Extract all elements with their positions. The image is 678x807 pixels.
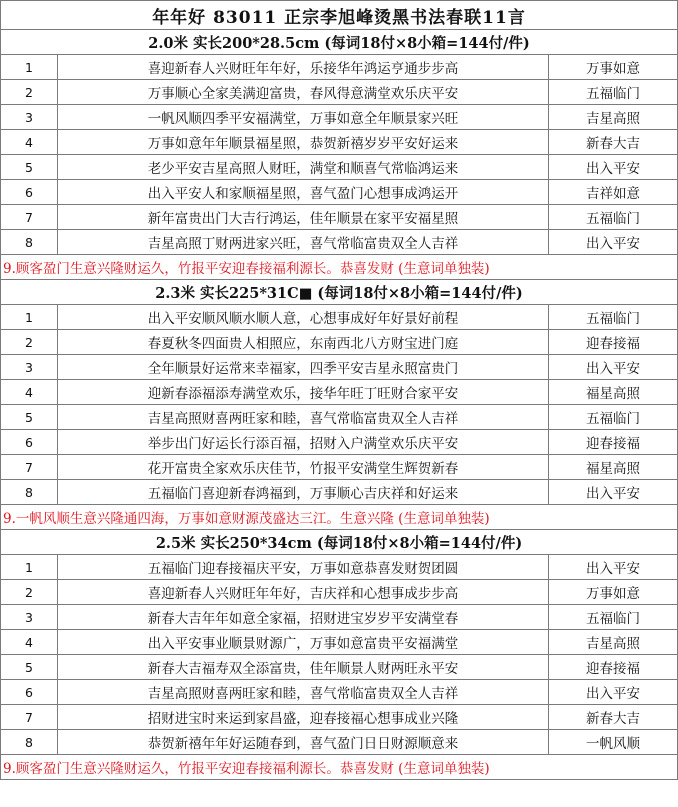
couplet-verse: 举步出门好运长行添百福，招财入户满堂欢乐庆平安	[58, 430, 549, 455]
couplet-verse: 吉星高照丁财两进家兴旺，喜气常临富贵双全人吉祥	[58, 230, 549, 255]
couplet-verse: 喜迎新春人兴财旺年年好，乐接华年鸿运亨通步步高	[58, 55, 549, 80]
row-number: 6	[1, 180, 58, 205]
row-number: 5	[1, 155, 58, 180]
row-number: 5	[1, 405, 58, 430]
table-row	[1, 655, 678, 680]
couplet-verse: 春夏秋冬四面贵人相照应，东南西北八方财宝进门庭	[58, 330, 549, 355]
horizontal-scroll-text: 新春大吉	[549, 130, 678, 155]
table-row	[1, 430, 678, 455]
couplet-verse: 出入平安人和家顺福星照，喜气盈门心想事成鸿运开	[58, 180, 549, 205]
table-row	[1, 405, 678, 430]
horizontal-scroll-text: 出入平安	[549, 230, 678, 255]
row-number: 1	[1, 305, 58, 330]
table-row	[1, 705, 678, 730]
couplet-verse: 老少平安吉星高照人财旺，满堂和顺喜气常临鸿运来	[58, 155, 549, 180]
horizontal-scroll-text: 五福临门	[549, 205, 678, 230]
table-row	[1, 555, 678, 580]
row-number: 7	[1, 455, 58, 480]
table-row	[1, 305, 678, 330]
note-row	[1, 755, 678, 780]
horizontal-scroll-text: 五福临门	[549, 305, 678, 330]
horizontal-scroll-text: 吉星高照	[549, 105, 678, 130]
couplet-verse: 新春大吉年年如意全家福，招财进宝岁岁平安满堂春	[58, 605, 549, 630]
horizontal-scroll-text: 吉祥如意	[549, 180, 678, 205]
table-row	[1, 730, 678, 755]
note-row	[1, 255, 678, 280]
table-row	[1, 630, 678, 655]
table-row	[1, 380, 678, 405]
couplet-verse: 吉星高照财喜两旺家和睦，喜气常临富贵双全人吉祥	[58, 680, 549, 705]
horizontal-scroll-text: 迎春接福	[549, 430, 678, 455]
row-number: 3	[1, 605, 58, 630]
business-couplet-note: 9.一帆风顺生意兴隆通四海，万事如意财源茂盛达三江。生意兴隆 (生意词单独装)	[1, 505, 678, 530]
business-couplet-note: 9.顾客盈门生意兴隆财运久，竹报平安迎春接福利源长。恭喜发财 (生意词单独装)	[1, 755, 678, 780]
table-row	[1, 80, 678, 105]
horizontal-scroll-text: 出入平安	[549, 155, 678, 180]
horizontal-scroll-text: 迎春接福	[549, 330, 678, 355]
title-row	[1, 1, 678, 30]
couplet-verse: 五福临门迎春接福庆平安，万事如意恭喜发财贺团圆	[58, 555, 549, 580]
couplet-verse: 万事如意年年顺景福星照，恭贺新禧岁岁平安好运来	[58, 130, 549, 155]
couplet-verse: 迎新春添福添寿满堂欢乐，接华年旺丁旺财合家平安	[58, 380, 549, 405]
section-spec-row	[1, 530, 678, 555]
horizontal-scroll-text: 出入平安	[549, 480, 678, 505]
note-row	[1, 505, 678, 530]
row-number: 2	[1, 80, 58, 105]
couplet-verse: 喜迎新春人兴财旺年年好，吉庆祥和心想事成步步高	[58, 580, 549, 605]
horizontal-scroll-text: 吉星高照	[549, 630, 678, 655]
couplet-verse: 五福临门喜迎新春鸿福到，万事顺心吉庆祥和好运来	[58, 480, 549, 505]
row-number: 2	[1, 580, 58, 605]
table-row	[1, 180, 678, 205]
couplet-verse: 一帆风顺四季平安福满堂，万事如意全年顺景家兴旺	[58, 105, 549, 130]
horizontal-scroll-text: 五福临门	[549, 80, 678, 105]
horizontal-scroll-text: 福星高照	[549, 455, 678, 480]
row-number: 7	[1, 705, 58, 730]
horizontal-scroll-text: 迎春接福	[549, 655, 678, 680]
section-spec: 2.3米 实长225*31C■ (每词18付×8小箱=144付/件)	[1, 280, 678, 305]
row-number: 4	[1, 630, 58, 655]
couplet-verse: 花开富贵全家欢乐庆佳节，竹报平安满堂生辉贺新春	[58, 455, 549, 480]
horizontal-scroll-text: 五福临门	[549, 405, 678, 430]
row-number: 7	[1, 205, 58, 230]
couplet-verse: 新春大吉福寿双全添富贵，佳年顺景人财两旺永平安	[58, 655, 549, 680]
row-number: 1	[1, 55, 58, 80]
table-row	[1, 330, 678, 355]
section-spec-row	[1, 280, 678, 305]
horizontal-scroll-text: 五福临门	[549, 605, 678, 630]
row-number: 5	[1, 655, 58, 680]
section-spec: 2.5米 实长250*34cm (每词18付×8小箱=144付/件)	[1, 530, 678, 555]
table-row	[1, 105, 678, 130]
couplet-verse: 新年富贵出门大吉行鸿运，佳年顺景在家平安福星照	[58, 205, 549, 230]
row-number: 2	[1, 330, 58, 355]
horizontal-scroll-text: 万事如意	[549, 580, 678, 605]
table-row	[1, 355, 678, 380]
couplet-verse: 全年顺景好运常来幸福家，四季平安吉星永照富贵门	[58, 355, 549, 380]
row-number: 6	[1, 680, 58, 705]
horizontal-scroll-text: 出入平安	[549, 555, 678, 580]
couplet-verse: 恭贺新禧年年好运随春到，喜气盈门日日财源顺意来	[58, 730, 549, 755]
row-number: 3	[1, 355, 58, 380]
table-row	[1, 680, 678, 705]
table-row	[1, 205, 678, 230]
table-row	[1, 155, 678, 180]
table-row	[1, 55, 678, 80]
row-number: 8	[1, 480, 58, 505]
horizontal-scroll-text: 出入平安	[549, 355, 678, 380]
horizontal-scroll-text: 万事如意	[549, 55, 678, 80]
row-number: 1	[1, 555, 58, 580]
couplet-verse: 出入平安事业顺景财源广，万事如意富贵平安福满堂	[58, 630, 549, 655]
row-number: 6	[1, 430, 58, 455]
couplet-verse: 万事顺心全家美满迎富贵，春风得意满堂欢乐庆平安	[58, 80, 549, 105]
horizontal-scroll-text: 新春大吉	[549, 705, 678, 730]
row-number: 8	[1, 230, 58, 255]
row-number: 3	[1, 105, 58, 130]
page-title: 年年好 83011 正宗李旭峰烫黑书法春联11言	[1, 1, 678, 30]
couplet-verse: 出入平安顺风顺水顺人意，心想事成好年好景好前程	[58, 305, 549, 330]
row-number: 4	[1, 380, 58, 405]
row-number: 8	[1, 730, 58, 755]
section-spec-row	[1, 30, 678, 55]
business-couplet-note: 9.顾客盈门生意兴隆财运久，竹报平安迎春接福利源长。恭喜发财 (生意词单独装)	[1, 255, 678, 280]
table-row	[1, 455, 678, 480]
sections	[1, 30, 678, 780]
table-row	[1, 130, 678, 155]
section-spec: 2.0米 实长200*28.5cm (每词18付×8小箱=144付/件)	[1, 30, 678, 55]
table-row	[1, 580, 678, 605]
couplet-verse: 吉星高照财喜两旺家和睦，喜气常临富贵双全人吉祥	[58, 405, 549, 430]
horizontal-scroll-text: 福星高照	[549, 380, 678, 405]
horizontal-scroll-text: 一帆风顺	[549, 730, 678, 755]
couplet-verse: 招财进宝时来运到家昌盛，迎春接福心想事成业兴隆	[58, 705, 549, 730]
table-row	[1, 605, 678, 630]
horizontal-scroll-text: 出入平安	[549, 680, 678, 705]
row-number: 4	[1, 130, 58, 155]
table-row	[1, 230, 678, 255]
table-row	[1, 480, 678, 505]
